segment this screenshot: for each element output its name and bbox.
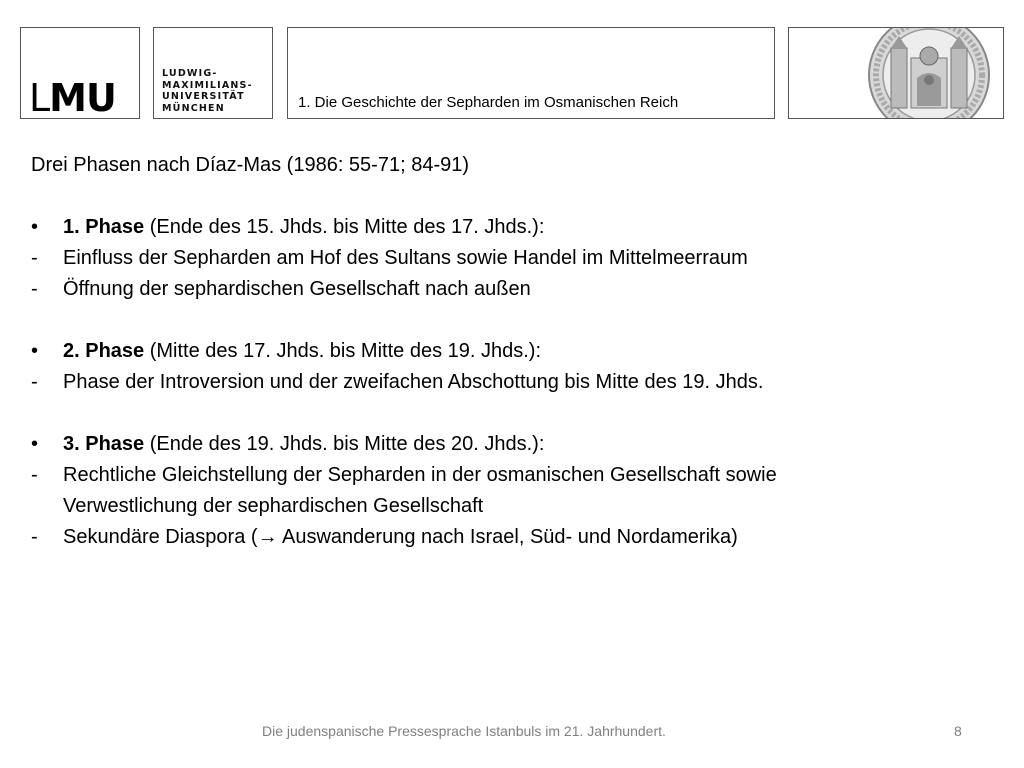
list-item-text: Öffnung der sephardischen Gesellschaft nach außen xyxy=(63,278,531,300)
list-item-text: Rechtliche Gleichstellung der Sepharden in der osmanischen Gesellschaft sowie xyxy=(63,464,777,486)
dash-marker: - xyxy=(31,526,38,548)
list-item-text: Verwestlichung der sephardischen Gesellschaft xyxy=(63,495,484,517)
list-item xyxy=(31,460,991,491)
university-name-line: MÜNCHEN xyxy=(162,102,225,114)
university-name-line: LUDWIG- xyxy=(162,68,218,79)
lmu-logo xyxy=(29,78,116,118)
list-item-text: Phase der Introversion und der zweifachen Abschottung bis Mitte des 19. Jhds. xyxy=(63,371,764,393)
phase-heading-text xyxy=(63,429,544,460)
bullet-marker: • xyxy=(31,340,39,362)
university-name-line: UNIVERSITÄT xyxy=(162,91,245,102)
slide-title: 1. Die Geschichte der Sepharden im Osmanischen Reich xyxy=(298,94,679,111)
phase-range: (Mitte des 17. Jhds. bis Mitte des 19. Jhds.): xyxy=(144,340,542,362)
university-name xyxy=(162,68,253,114)
phase-label: 3. Phase xyxy=(63,433,145,455)
lmu-logo-l: L xyxy=(29,76,50,120)
phase-heading xyxy=(31,336,991,367)
diaspora-suffix: Auswanderung nach Israel, Süd- und Nordamerika) xyxy=(277,526,738,548)
list-item xyxy=(31,367,991,398)
slide-title-box xyxy=(287,27,775,119)
phase-heading xyxy=(31,212,991,243)
phase-heading-text xyxy=(63,212,544,243)
university-seal-box xyxy=(788,27,1004,119)
university-name-box xyxy=(153,27,273,119)
intro-line xyxy=(31,150,991,181)
diaspora-prefix: Sekundäre Diaspora ( xyxy=(63,526,258,548)
dash-marker: - xyxy=(31,371,38,393)
phase-label: 2. Phase xyxy=(63,340,145,362)
slide-body xyxy=(31,150,991,553)
intro-text: Drei Phasen nach Díaz-Mas (1986: 55-71; 84-91) xyxy=(31,154,470,176)
lmu-logo-box xyxy=(20,27,140,119)
lmu-logo-mu: MU xyxy=(49,76,116,120)
dash-marker: - xyxy=(31,278,38,300)
bullet-marker: • xyxy=(31,216,39,238)
list-item xyxy=(31,243,991,274)
list-item xyxy=(31,274,991,305)
dash-marker: - xyxy=(31,247,38,269)
list-item-text: Einfluss der Sepharden am Hof des Sultans sowie Handel im Mittelmeerraum xyxy=(63,247,748,269)
bullet-marker: • xyxy=(31,433,39,455)
university-name-line: MAXIMILIANS- xyxy=(162,79,253,91)
list-item-continuation xyxy=(31,491,991,522)
phase-label: 1. Phase xyxy=(63,216,145,238)
phase-heading-text xyxy=(63,336,541,367)
phase-range: (Ende des 15. Jhds. bis Mitte des 17. Jhds.): xyxy=(144,216,545,238)
phase-heading xyxy=(31,429,991,460)
dash-marker: - xyxy=(31,464,38,486)
diaspora-text xyxy=(63,522,738,553)
page-number: 8 xyxy=(954,723,962,739)
phase-range: (Ende des 19. Jhds. bis Mitte des 20. Jhds.): xyxy=(144,433,545,455)
university-seal-icon xyxy=(861,28,1004,119)
right-arrow-icon: → xyxy=(257,526,278,548)
footer-text: Die judenspanische Pressesprache Istanbuls im 21. Jahrhundert. xyxy=(262,723,666,739)
list-item xyxy=(31,522,991,553)
